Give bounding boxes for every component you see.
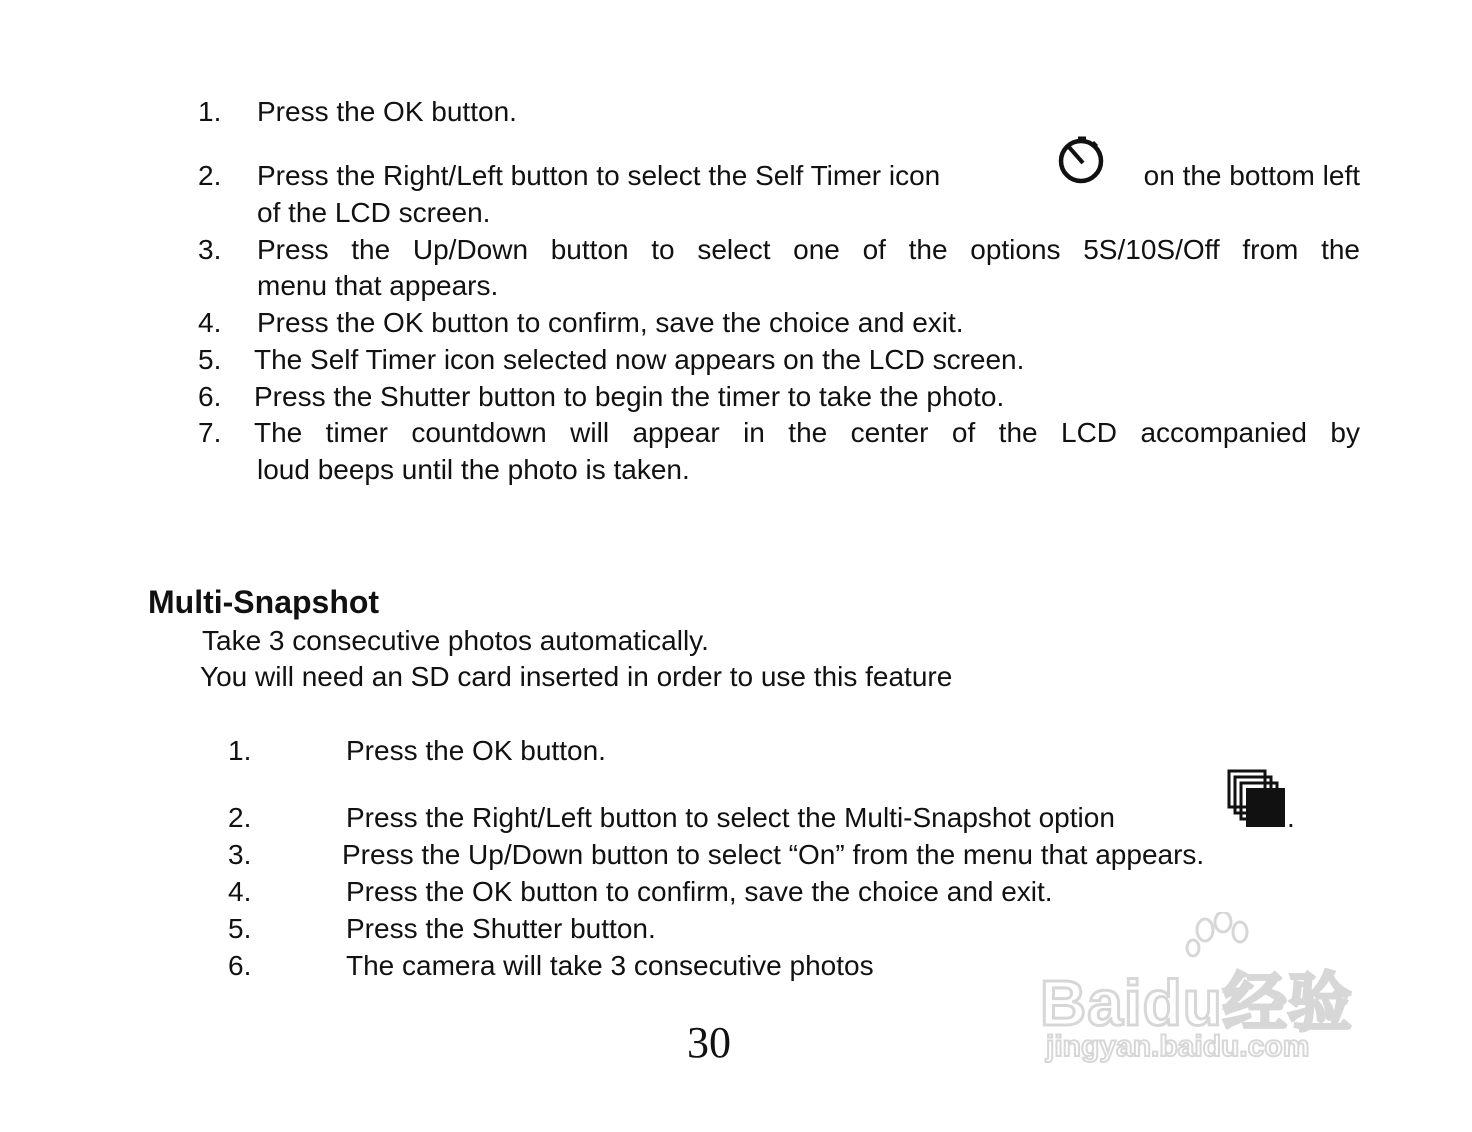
section-heading: Multi-Snapshot (148, 584, 380, 620)
watermark-logo: Baidu经验 (1040, 967, 1353, 1039)
step-text: Press the Right/Left button to select the Multi-Snapshot option (346, 802, 1115, 833)
step-text-after-icon: . (1287, 802, 1295, 833)
step-text: Press the OK button. (257, 96, 517, 127)
step-text: Press the Shutter button to begin the timer to take the photo. (254, 381, 1005, 412)
step-text: The timer countdown will appear in the center of the LCD accompanied by (254, 417, 1360, 448)
step-text: Press the OK button to confirm, save the choice and exit. (346, 876, 1053, 907)
step-text: Press the Up/Down button to select one of the options 5S/10S/Off from the (257, 234, 1360, 265)
step-number: 4. (228, 876, 252, 907)
intro-text: Take 3 consecutive photos automatically. (202, 625, 709, 656)
step-text: Press the Up/Down button to select “On” from the menu that appears. (342, 839, 1205, 870)
step-number: 1. (228, 735, 252, 766)
step-7 (198, 415, 1360, 489)
step-text: Press the Right/Left button to select the Self Timer icon (257, 160, 941, 191)
step-2 (198, 158, 1360, 238)
step-number: 2. (198, 160, 222, 191)
self-timer-icon (1056, 134, 1106, 184)
multi-snapshot-icon (1226, 768, 1288, 830)
step-text-line2: of the LCD screen. (257, 197, 491, 228)
step-text-line2: loud beeps until the photo is taken. (257, 454, 690, 485)
step-text: Press the Shutter button. (346, 913, 656, 944)
step-text-line2: menu that appears. (257, 270, 499, 301)
step-number: 7. (198, 417, 222, 448)
step-text: Press the OK button. (346, 735, 606, 766)
step-number: 2. (228, 802, 252, 833)
step-number: 6. (228, 950, 252, 981)
step-text: The Self Timer icon selected now appears on the LCD screen. (254, 344, 1025, 375)
step-number: 5. (228, 913, 252, 944)
step-number: 3. (198, 234, 222, 265)
step-number: 5. (198, 344, 222, 375)
step-number: 1. (198, 96, 222, 127)
watermark-url: jingyan.baidu.com (1046, 1030, 1310, 1063)
intro-text: You will need an SD card inserted in order to use this feature (200, 661, 953, 692)
step-number: 3. (228, 839, 252, 870)
page-number: 30 (687, 1018, 731, 1067)
baidu-watermark (1040, 912, 1385, 1077)
step-text: Press the OK button to confirm, save the choice and exit. (257, 307, 964, 338)
step-number: 6. (198, 381, 222, 412)
step-text-after-icon: on the bottom left (1143, 160, 1360, 191)
step-text: The camera will take 3 consecutive photos (346, 950, 874, 981)
step-number: 4. (198, 307, 222, 338)
step-3 (198, 232, 1360, 306)
